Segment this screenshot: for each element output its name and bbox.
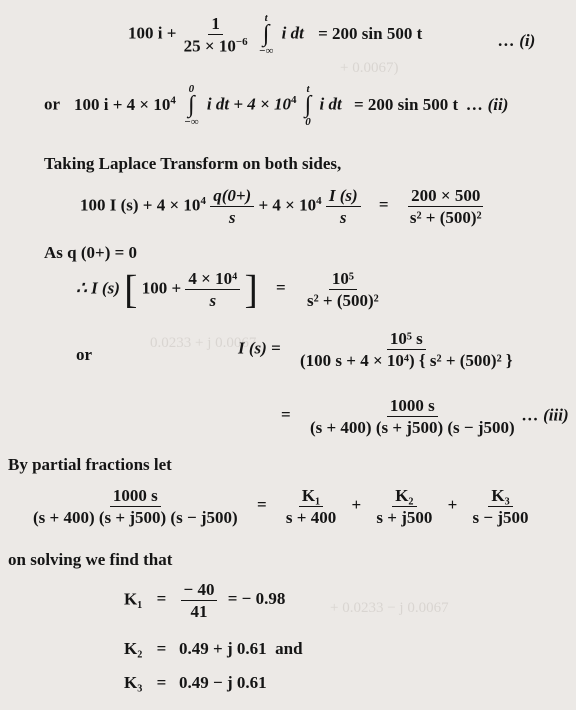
equation-1-tag: … (i) <box>498 31 536 50</box>
equation-1: 100 i + $\frac{1}{25 \times 10^{-6}}$ t ∫ −∞ i dt = 200 sin 500 t <box>128 12 423 57</box>
equation-3: 100 I $(s) + 4 \times 10^4$ $\frac{q(0+)}{s}$ + $4 \times 10^4$ $\frac{I (s)}{s}$ = $\frac{200 \times 500}{\text{s² + (500)²}}$ <box>80 186 482 227</box>
bleed-through-text: + 0.0233 − j 0.0067 <box>330 600 449 616</box>
solving-text: on solving we find that <box>8 550 173 569</box>
equation-5-prefix: or <box>76 345 93 364</box>
k2-result: K₂ = 0.49 + j 0.61 and <box>124 639 303 658</box>
equation-2: or 100 $i + 4 \times 10^4$ 0 ∫ −∞ i dt + $4 \times 10^4$ t ∫ 0 i dt = 200 sin 500 t … (ii) <box>44 83 509 128</box>
bleed-through-text: + 0.0067) <box>340 60 399 76</box>
equation-6: = $\frac{1000 s}{(s + 400) (s + j500) (s - j500)}$ … (iii) <box>281 396 569 437</box>
equation-4: ∴ I (s) [ 100 + $\frac{\text{4 × 10⁴}}{s}$ ] = $\frac{\text{10⁵}}{\text{s² + (500)²}}$ <box>76 266 379 312</box>
equation-7: $\frac{1000 s}{(s + 400) (s + j500) (s - j500)}$ = $\frac{\text{K₁}}{s + 400}$ + $\frac{\text{K₂}}{s + j500}$ + $\frac{\text{K₃}}{s - j500}$ <box>33 486 529 527</box>
laplace-heading: Taking Laplace Transform on both sides, <box>44 154 342 173</box>
k3-result: K₃ = 0.49 − j 0.61 <box>124 673 267 692</box>
bleed-through-text: 0.0233 + j 0.0067 <box>150 335 257 351</box>
k1-result: K₁ = $\frac{- 40}{41}$ = − 0.98 <box>124 580 286 621</box>
equation-5: I (s) = $\frac{\text{10⁵ s}}{\text{(100 s + 4 × 10⁴) \{ s² + (500)² \}}}$ <box>238 329 513 370</box>
partial-fractions-text: By partial fractions let <box>8 455 172 474</box>
initial-condition-text: As q (0+) = 0 <box>44 243 138 262</box>
